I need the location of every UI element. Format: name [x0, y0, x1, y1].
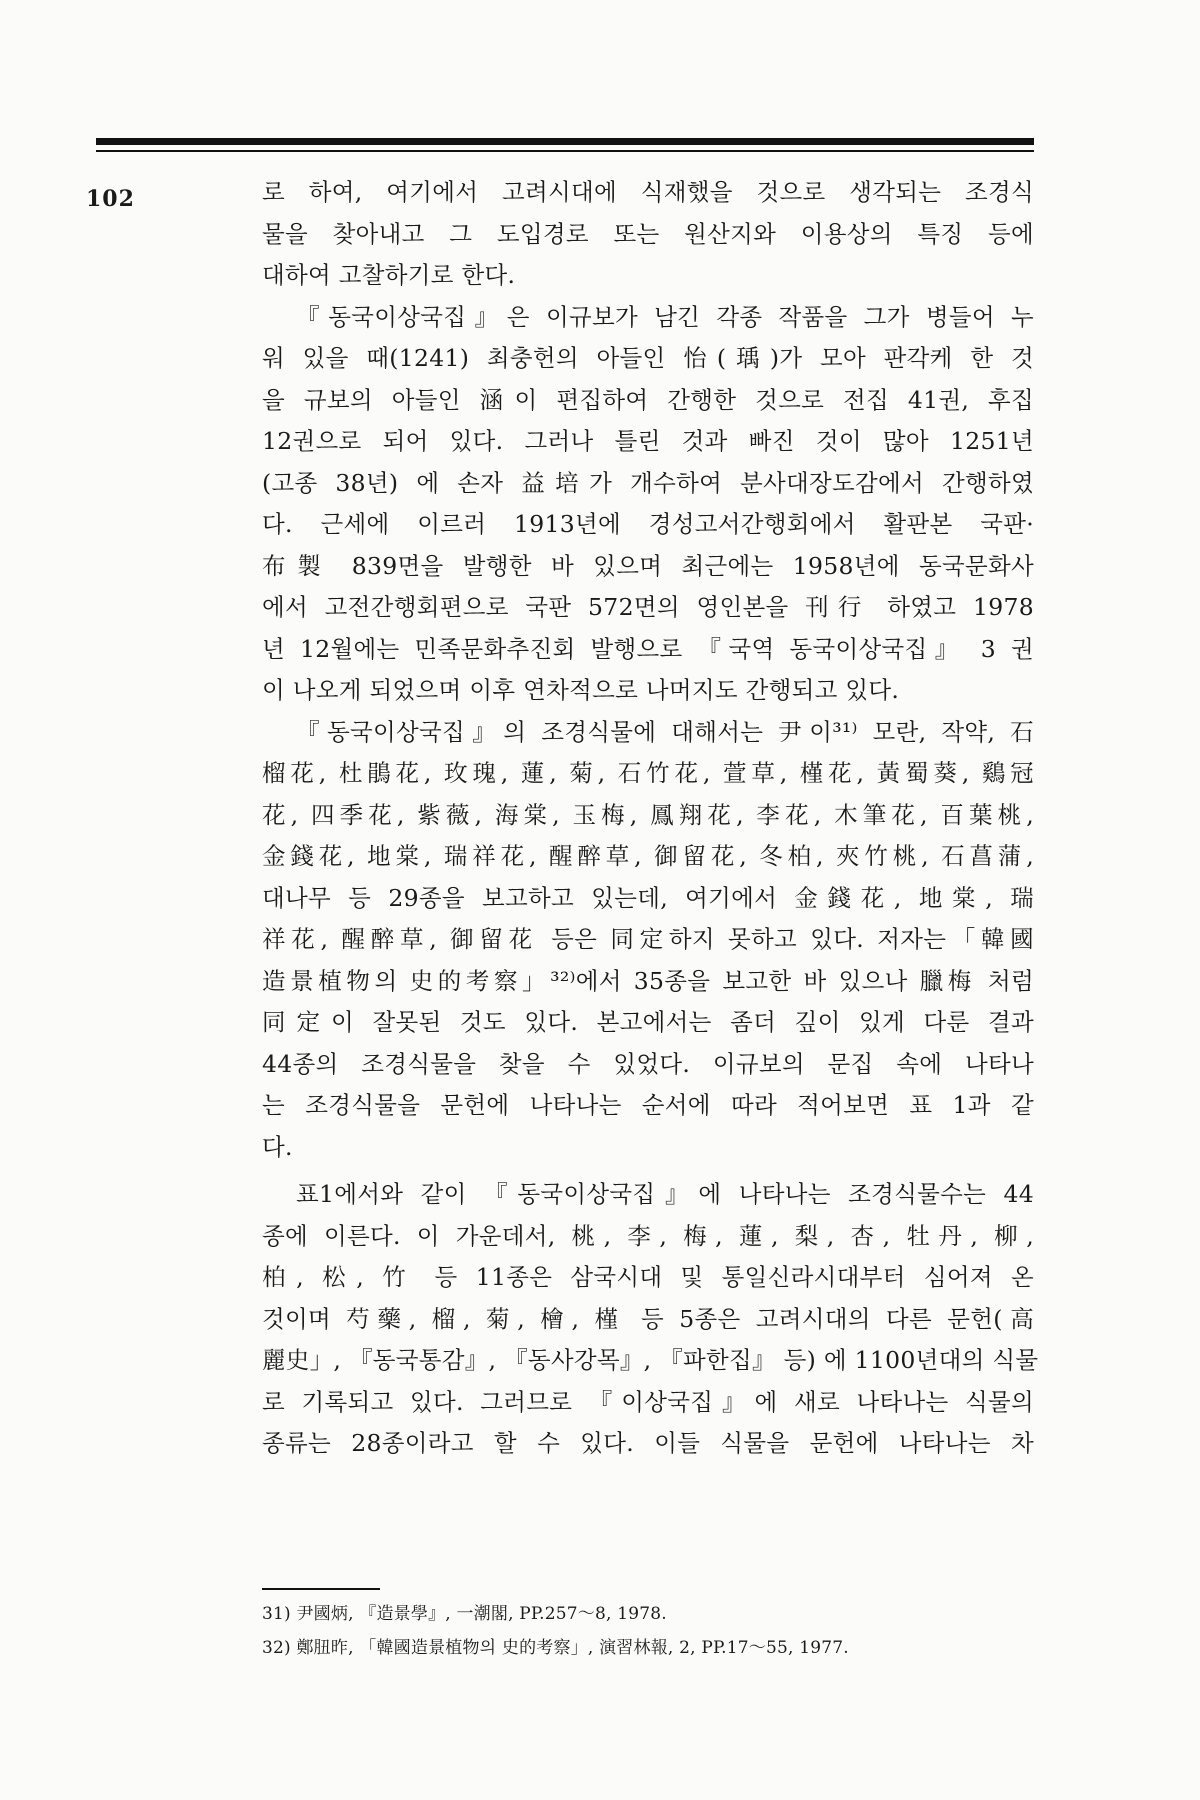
text-line: 다. 근세에 이르러 1913년에 경성고서간행회에서 활판본 국판· — [262, 510, 1034, 538]
text-line: 柏, 松, 竹 등 11종은 삼국시대 및 통일신라시대부터 심어져 온 — [262, 1263, 1034, 1291]
text-line: 표1에서와 같이 『동국이상국집』에 나타나는 조경식물수는 44 — [296, 1180, 1034, 1208]
text-line: (고종 38년) 에 손자 益培가 개수하여 분사대장도감에서 간행하였 — [262, 468, 1034, 497]
text-line: 榴花, 杜鵑花, 玫瑰, 蓮, 菊, 石竹花, 萱草, 槿花, 黃蜀葵, 鷄冠 — [262, 759, 1034, 787]
text-line: 44종의 조경식물을 찾을 수 있었다. 이규보의 문집 속에 나타나 — [262, 1049, 1034, 1078]
body-text — [262, 172, 1039, 1465]
paragraph-2 — [262, 297, 1034, 712]
text-line: 것이며 芍藥, 榴, 菊, 檜, 槿 등 5종은 고려시대의 다른 문헌(高 — [262, 1304, 1034, 1333]
text-line: 同定이 잘못된 것도 있다. 본고에서는 좀더 깊이 있게 다룬 결과 — [262, 1008, 1034, 1036]
text-line: 金錢花, 地棠, 瑞祥花, 醒醉草, 御留花, 冬柏, 夾竹桃, 石菖蒲, — [262, 842, 1034, 870]
text-line: 布製 839면을 발행한 바 있으며 최근에는 1958년에 동국문화사 — [262, 551, 1034, 580]
text-line: 麗史」, 『동국통감』, 『동사강목』, 『파한집』 등) 에 1100년대의 식물 — [262, 1346, 1039, 1374]
text-line: 로 하여, 여기에서 고려시대에 식재했을 것으로 생각되는 조경식 — [262, 178, 1034, 206]
text-line: 로 기록되고 있다. 그러므로 『이상국집』에 새로 나타나는 식물의 — [262, 1387, 1034, 1416]
text-line: 12권으로 되어 있다. 그러나 틀린 것과 빠진 것이 많아 1251년 — [262, 427, 1034, 455]
text-line: 『동국이상국집』의 조경식물에 대해서는 尹이³¹⁾ 모란, 작약, 石 — [296, 717, 1034, 746]
text-line: 이 나오게 되었으며 이후 연차적으로 나머지도 간행되고 있다. — [262, 676, 900, 704]
paragraph-1 — [262, 172, 1034, 297]
text-line: 는 조경식물을 문헌에 나타나는 순서에 따라 적어보면 표 1과 같 — [262, 1091, 1034, 1119]
footnote-rule — [262, 1588, 380, 1590]
text-line: 워 있을 때(1241) 최충헌의 아들인 怡(瑀)가 모아 판각케 한 것 — [262, 344, 1034, 372]
header-rule-thick — [96, 138, 1034, 145]
text-line: 다. — [262, 1132, 293, 1161]
footnote-31: 31) 尹國炳, 『造景學』, 一潮閣, PP.257～8, 1978. — [262, 1604, 667, 1624]
text-line: 을 규보의 아들인 涵이 편집하여 간행한 것으로 전집 41권, 후집 — [262, 385, 1034, 414]
text-line: 祥花, 醒醉草, 御留花 등은 同定하지 못하고 있다. 저자는「韓國 — [262, 925, 1034, 953]
footnote-32: 32) 鄭䏔昨, 「韓國造景植物의 史的考察」, 演習林報, 2, PP.17～55, 1977. — [262, 1638, 849, 1658]
footnotes — [262, 1597, 1034, 1665]
text-line: 종에 이른다. 이 가운데서, 桃, 李, 梅, 蓮, 梨, 杏, 牡丹, 柳, — [262, 1221, 1034, 1250]
text-line: 花, 四季花, 紫薇, 海棠, 玉梅, 鳳翔花, 李花, 木筆花, 百葉桃, — [262, 800, 1034, 829]
paragraph-3 — [262, 712, 1034, 1169]
header-rule-thin — [96, 150, 1034, 152]
text-line: 대하여 고찰하기로 한다. — [262, 261, 516, 289]
text-line: 에서 고전간행회편으로 국판 572면의 영인본을 刊行 하였고 1978 — [262, 593, 1034, 621]
text-line: 종류는 28종이라고 할 수 있다. 이들 식물을 문헌에 나타나는 차 — [262, 1429, 1034, 1457]
text-line: 造景植物의 史的考察」³²⁾에서 35종을 보고한 바 있으나 臘梅 처럼 — [262, 966, 1034, 995]
text-line: 년 12월에는 민족문화추진회 발행으로 『국역 동국이상국집』 3 권 — [262, 634, 1034, 663]
text-line: 물을 찾아내고 그 도입경로 또는 원산지와 이용상의 특징 등에 — [262, 219, 1034, 248]
page-number: 102 — [86, 186, 135, 212]
paragraph-4 — [262, 1174, 1039, 1465]
text-line: 대나무 등 29종을 보고하고 있는데, 여기에서 金錢花, 地棠, 瑞 — [262, 883, 1034, 912]
text-line: 『동국이상국집』은 이규보가 남긴 각종 작품을 그가 병들어 누 — [296, 302, 1034, 331]
